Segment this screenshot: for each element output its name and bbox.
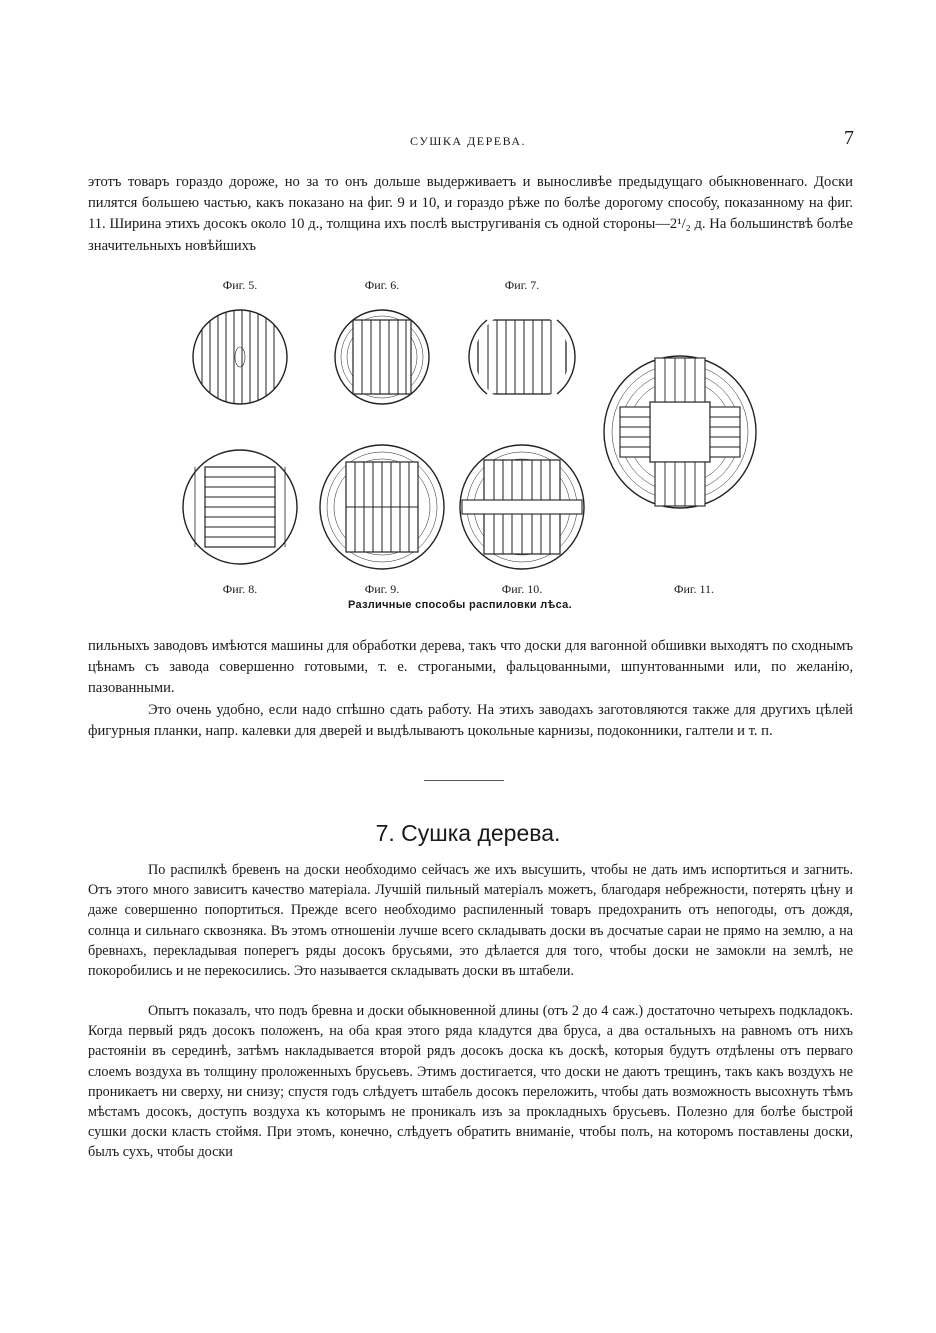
running-title: СУШКА ДЕРЕВА. bbox=[409, 134, 527, 148]
section-divider bbox=[424, 780, 504, 781]
paragraph-middle-1: пильныхъ заводовъ имѣются машины для обработки дерева, такъ что доски для вагонной обшивки выходятъ по сходнымъ цѣнамъ съ завода совершенно готовыми, т. е. строгаными, фальцованными, шпунтованными или, по желанію, пазованными. bbox=[88, 638, 853, 697]
sawing-diagrams bbox=[150, 272, 770, 592]
fig11-diagram bbox=[604, 356, 756, 508]
fig10-diagram bbox=[460, 445, 584, 569]
fig8-label: Фиг. 8. bbox=[222, 582, 258, 596]
page-number: 7 bbox=[844, 127, 854, 149]
fig7-label: Фиг. 7. bbox=[504, 278, 540, 292]
fig5-label: Фиг. 5. bbox=[222, 278, 258, 292]
figure-caption: Различные способы распиловки лѣса. bbox=[348, 599, 572, 611]
fig8-diagram bbox=[183, 450, 297, 564]
sawing-figure bbox=[150, 272, 770, 617]
fig5-diagram bbox=[193, 302, 287, 412]
paragraph-top: этотъ товаръ гораздо дороже, но за то онъ дольше выдерживаетъ и выносливѣе предыдущаго обыкновеннаго. Доски пилятся большею частью, какъ показано на фиг. 9 и 10, и гораздо рѣже по болѣе дорогому способу, показанному на фиг. 11. Ширина этихъ досокъ около 10 д., толщина ихъ послѣ выстругиванія съ одной стороны—2¹/₂ д. На большинствѣ болѣе значительныхъ новѣйшихъ bbox=[88, 174, 853, 254]
fig9-label: Фиг. 9. bbox=[364, 582, 400, 596]
fig11-label: Фиг. 11. bbox=[673, 582, 715, 596]
fig10-label: Фиг. 10. bbox=[501, 582, 543, 596]
fig6-diagram bbox=[335, 310, 429, 404]
fig6-label: Фиг. 6. bbox=[364, 278, 400, 292]
section-title: 7. Сушка дерева. bbox=[375, 820, 561, 846]
fig7-diagram bbox=[469, 320, 575, 394]
paragraph-bottom-1: По распилкѣ бревенъ на доски необходимо сейчасъ же ихъ высушить, чтобы не дать имъ испортиться и загнить. Отъ этого много зависитъ качество матеріала. Лучшій пильный матеріалъ можетъ, благодаря небрежности, потерять цѣну и даже совершенно попортиться. Прежде всего необходимо распиленный товаръ предохранить отъ непогоды, отъ дождя, солнца и сильнаго сквозняка. Въ этомъ отношеніи лучше всего складывать доски въ досчатые сараи не прямо на землю, а на бревнахъ, перекладывая поперегъ ряды досокъ брусьями, это дѣлается для того, чтобы доски не замокли на землѣ, не покоробились и не перекосились. Это называется складывать доски въ штабели. bbox=[88, 862, 853, 980]
paragraph-bottom-2: Опытъ показалъ, что подъ бревна и доски обыкновенной длины (отъ 2 до 4 саж.) достаточно четырехъ подкладокъ. Когда первый рядъ досокъ положенъ, на оба края этого ряда кладутся два бруса, а два остальныхъ на равномъ отъ нихъ растояніи въ серединѣ, затѣмъ накладывается второй рядъ досокъ доска къ доскѣ, которыя будутъ отдѣлены отъ перваго слоемъ воздуха въ толщину проложенныхъ брусьевъ. Этимъ достигается, что доски не даютъ трещинъ, такъ какъ воздухъ не проникаетъ ни сверху, ни снизу; спустя годъ слѣдуетъ штабель досокъ переложить, чтобы дать возможность высохнуть тѣмъ мѣстамъ досокъ, доступъ воздуха къ которымъ не проникалъ изъ за прокладныхъ брусьевъ. Полезно для болѣе быстрой сушки доски класть стоймя. При этомъ, конечно, слѣдуетъ обратить вниманіе, чтобы полъ, на которомъ поставлены доски, былъ сухъ, чтобы доски bbox=[88, 1003, 853, 1161]
fig9-diagram bbox=[320, 445, 444, 569]
paragraph-middle-2: Это очень удобно, если надо спѣшно сдать работу. На этихъ заводахъ заготовляются также для другихъ цѣлей фигурныя планки, напр. калевки для дверей и выдѣлываютъ цокольные карнизы, подоконники, галтели и т. п. bbox=[88, 702, 853, 740]
